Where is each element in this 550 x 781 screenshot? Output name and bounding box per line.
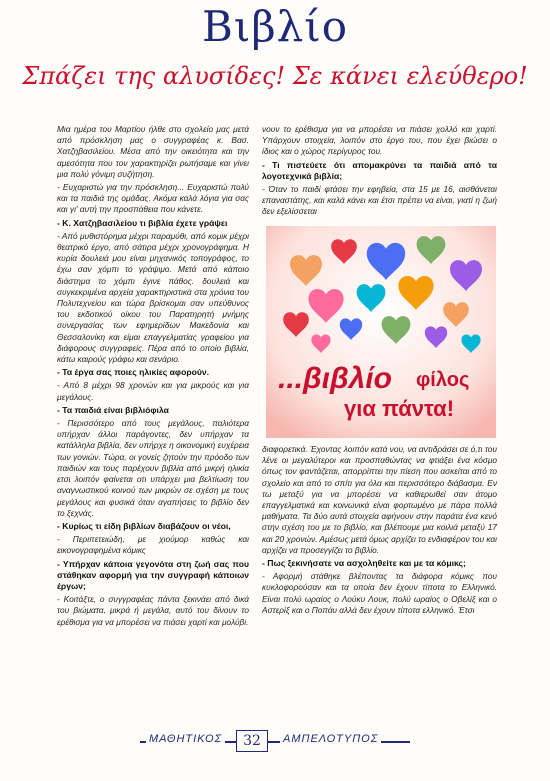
paragraph: - Περισσότερο από τους μεγάλους, παλιότερα υπήρχαν άλλοι παράγοντες, δεν υπήρχαν τα κατάλληλα βιβλία, δεν υπήρχε η οικονομική ευχέρεια των γονιών. Τώρα, οι γονείς ζητούν την πρόοδο των παιδιών και τους παρέχουν βιβλία από μικρή ηλικία ετσι λοιπόν φαίνεται οτι υπάρχει μια βελτίωση του αναγνωστικού κοινού των μικρών σε σχέση με τους μεγάλους και φυσικά όταν αγαπήσεις το βιβλίο δεν το ξεχνάς. (57, 418, 249, 518)
question: - Πως ξεκινήσατε να ασχοληθείτε και με τα κόμικς; (262, 558, 466, 569)
page-number: 32 (236, 730, 268, 752)
paragraph: - Περιπετειώδη, με χιούμορ καθώς και εικονογραφημένα κόμικς (57, 534, 249, 556)
intro-paragraph: Μια ημέρα του Μαρτίου ήλθε στο σχολείο μας μετά από πρόσκληση μας ο συγγραφέας κ. Βασ. Χατζηβασιλείου. Μέσα από την οικειότητα και την αμεσότητα που τον χαρακτηρίζει ρωτήσαμε και γίνει μια πολύ γόνιμη συζήτηση. (57, 124, 249, 179)
slogan-line1b: φίλος (416, 369, 470, 391)
slogan-line1: ...βιβλίο (278, 362, 392, 395)
question: - Τα παιδιά είναι βιβλιόφιλα (57, 404, 169, 415)
slogan-line2: για πάντα! (344, 396, 455, 421)
page-subtitle: Σπάζει της αλυσίδες! Σε κάνει ελεύθερο! (22, 62, 528, 90)
paragraph: - Από 8 μέχρι 98 χρονών και για μικρούς και για μεγάλους. (57, 380, 249, 402)
hearts-graphic (266, 226, 496, 438)
question: - Τα έργα σας ποιες ηλικίες αφορούν. (57, 367, 210, 378)
paragraph: - Όταν το παιδί φτάσει την εφηβεία, στα 15 με 16, αισθάνεται επαναστάτης, και καλά κάνει και έτσι πρέπει να είναι, γιατί η ζωή δεν εξελίσσεται (262, 184, 497, 217)
paragraph: - Αφορμή στάθηκε βλέποντας τα διάφορα κόμικς που κυκλοφορούσαν και τα οποία δεν έχουν τίποτα το Ελληνικό. Είναι πολύ ωραίος ο Λούκυ Λουκ, πολύ ωραίος ο Οβελίξ και ο Αστερίξ και ο Ποπάυ αλλά δεν έχουν τίποτα ελληνικό. Έτσι (262, 571, 497, 615)
page-title: Βιβλίο (202, 2, 348, 51)
paragraph: διαφορετικά. Έχοντας λοιπόν κατά νου, να αντιδράσει σε ό,τι του λένε οι μεγαλύτεροι και προσπαθώντας να φτιάξει ένα κόσμο όπως τον φαντάζεται, απορρίπτει την πίεση που ασκείται από το σχολείο και από το σπίτι για όλα και περισσότερο διάβασμα. Εν τω μεταξύ για να μπορέσει να καθιερωθεί σαν άτομο επαγγελματικά και κοινωνικά είναι φορτωμένο με πάρα πολλά μαθήματα. Τα δύο αυτά στοιχεία αφήνουν στην παράτα ένα κενό στην σχέση του με το βιβλίο, και βλέπουμε μια κοιλιά μεταξύ 17 και 20 χρονών. Αμέσως μετά όμως αρχίζει το ενδιαφέρον του και αρχίζει να προσεγγίζει το βιβλίο. (262, 444, 497, 555)
question: - Κυρίως τι είδη βιβλίων διαβάζουν οι νέοι, (57, 520, 231, 531)
question: - Τι πιστεύετε ότι απομακρύνει τα παιδιά από τα λογοτεχνικά βιβλία; (262, 159, 497, 181)
column-right-bottom (262, 444, 497, 618)
column-right-top (262, 124, 497, 220)
paragraph: - Κοιτάξτε, ο συγγραφέας πάντα ξεκινάει από δικά του βιώματα, μικρά ή μεγάλα, αυτό του δίνουν το ερέθισμα για να μπορέσει να πιάσει χαρτί και μολύβι. (57, 594, 249, 627)
question: - Κ. Χατζηβασιλείου τι βιβλία έχετε γράψει (57, 217, 228, 228)
page-footer (140, 732, 410, 754)
paragraph: νουν το ερέθισμα για να μπορέσει να πιάσει χολλό και χαρτί. Υπάρχουν στοιχεία, λοιπόν στο έργο του, που έχει βιώσει ο ίδιος και ο χώρος περίγυρος του. (262, 124, 497, 157)
column-left (57, 124, 249, 630)
paragraph: - Ευχαριστώ για την πρόσκληση... Ευχαριστώ πολύ και τα παιδιά της ομάδας. Ακόμα καλά λόγια για σας και γι' αυτή την προσπάθεια που κάνετε. (57, 182, 249, 215)
question: - Υπήρχαν κάποια γεγονότα στη ζωή σας που στάθηκαν αφορμή για την συγγραφή κάποιων έργων; (57, 558, 249, 591)
paragraph: - Από μυθιστόρημα μέχρι παραμύθι, από κομικ μέχρι θεατρικό έργο, από σάτιρα μέχρι χρονογράφημα. Η κυρία δουλειά μου είναι μηχανικός τοπογράφος, το έχω σαν χόμπι το γράψιμο. Μετά από κάποιο διάστημα το χόμπι έγινε πάθος. δουλειά και συγκεκριμένα αρχεία χαρακτηριστικά στα χρόνια του Πολυτεχνείου και τώρα βρίσκομαι σαν υπεύθυνος του εκδοτικού οίκου του Παρατηρητή μνήμης συνεργασίας των εφημερίδων Μακεδονία και Θεσσαλονίκη και είμαι επαγγελματίας γραφείου για διάφορους συγγραφείς. Πέρα από το οποίο βιβλία, κάτω καιρούς γράφω και σενάριο. (57, 230, 249, 365)
hearts-illustration (266, 226, 496, 438)
footer-magazine-name: ΜΑΘΗΤΙΚΟΣ (146, 733, 225, 745)
footer-school-name: ΑΜΠΕΛΟΤΥΠΟΣ (280, 733, 381, 745)
